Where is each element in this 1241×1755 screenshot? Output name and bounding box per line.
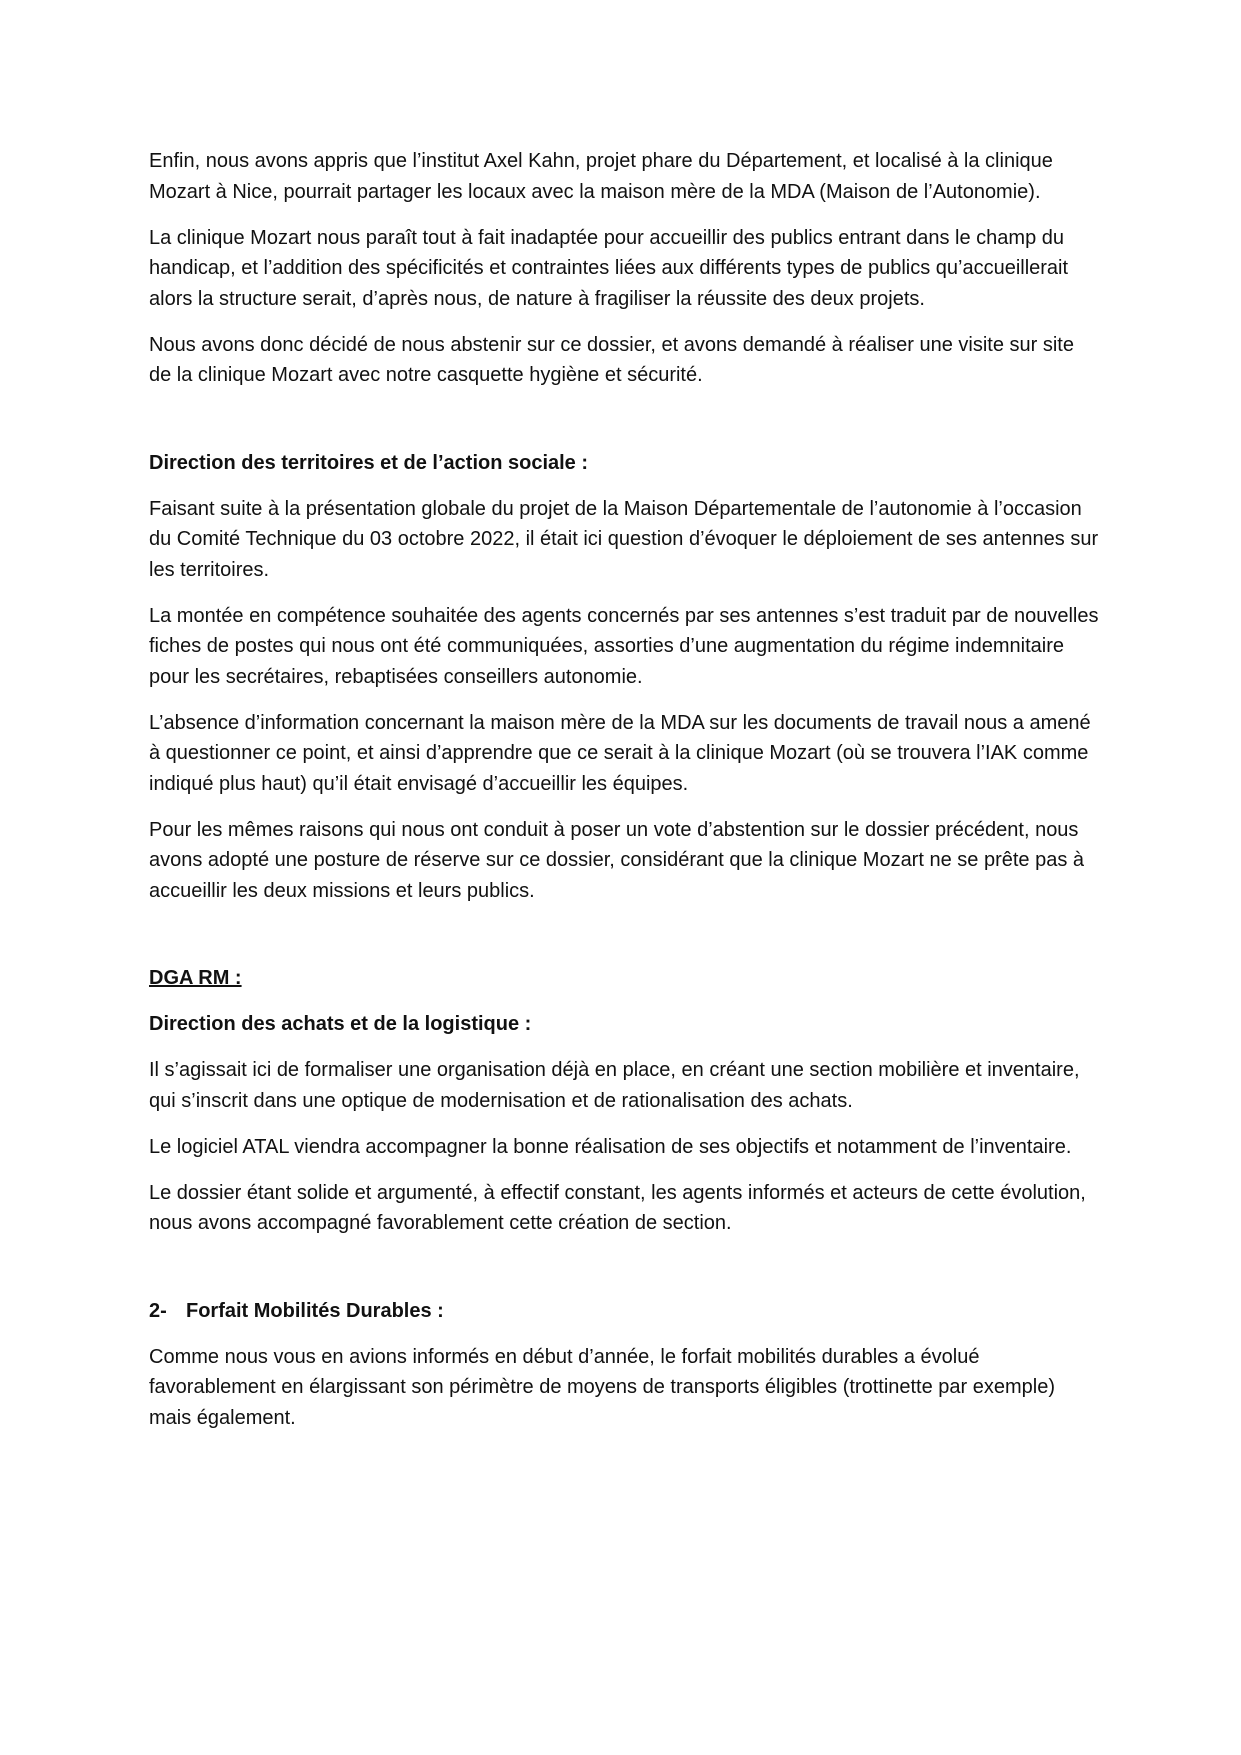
paragraph-territoires-1: Faisant suite à la présentation globale du projet de la Maison Départementale de l’autonomie à l’occasion du Comité Technique du 03 octobre 2022, il était ici question d’évoquer le déploiement de ses antennes sur les territoires.	[149, 497, 1099, 581]
section-title: Forfait Mobilités Durables :	[186, 1299, 444, 1322]
document-page	[149, 146, 1099, 1449]
paragraph-territoires-3: L’absence d’information concernant la maison mère de la MDA sur les documents de travail nous a amené à questionner ce point, et ainsi d’apprendre que ce serait à la clinique Mozart (où se trouvera l’IAK comme indiqué plus haut) qu’il était envisagé d’accueillir les équipes.	[149, 711, 1091, 795]
paragraph-intro-1: Enfin, nous avons appris que l’institut Axel Kahn, projet phare du Département, et localisé à la clinique Mozart à Nice, pourrait partager les locaux avec la maison mère de la MDA (Maison de l’Autonomie).	[149, 150, 1053, 203]
heading-territoires: Direction des territoires et de l’action sociale :	[149, 451, 589, 474]
paragraph-intro-3: Nous avons donc décidé de nous abstenir sur ce dossier, et avons demandé à réaliser une visite sur site de la clinique Mozart avec notre casquette hygiène et sécurité.	[149, 333, 1074, 386]
heading-forfait-mobilites	[149, 1296, 1099, 1327]
paragraph-dga-2: Le logiciel ATAL viendra accompagner la bonne réalisation de ses objectifs et notamment de l’inventaire.	[149, 1135, 1072, 1158]
paragraph-territoires-4: Pour les mêmes raisons qui nous ont conduit à poser un vote d’abstention sur le dossier précédent, nous avons adopté une posture de réserve sur ce dossier, considérant que la clinique Mozart ne se prête pas à accueillir les deux missions et leurs publics.	[149, 818, 1085, 902]
paragraph-dga-1: Il s’agissait ici de formaliser une organisation déjà en place, en créant une section mobilière et inventaire, qui s’inscrit dans une optique de modernisation et de rationalisation des achats.	[149, 1059, 1080, 1112]
paragraph-intro-2: La clinique Mozart nous paraît tout à fait inadaptée pour accueillir des publics entrant dans le champ du handicap, et l’addition des spécificités et contraintes liées aux différents types de publics qu’accueillerait alors la structure serait, d’après nous, de nature à fragiliser la réussite des deux projets.	[149, 226, 1069, 310]
paragraph-dga-3: Le dossier étant solide et argumenté, à effectif constant, les agents informés et acteurs de cette évolution, nous avons accompagné favorablement cette création de section.	[149, 1181, 1086, 1234]
paragraph-forfait-1: Comme nous vous en avions informés en début d’année, le forfait mobilités durables a évolué favorablement en élargissant son périmètre de moyens de transports éligibles (trottinette par exemple) mais également.	[149, 1345, 1056, 1429]
heading-achats-logistique: Direction des achats et de la logistique :	[149, 1013, 532, 1035]
paragraph-territoires-2: La montée en compétence souhaitée des agents concernés par ses antennes s’est traduit par de nouvelles fiches de postes qui nous ont été communiquées, assorties d’une augmentation du régime indemnitaire pour les secrétaires, rebaptisées conseillers autonomie.	[149, 604, 1099, 688]
section-number: 2-	[149, 1299, 167, 1322]
heading-dga-rm: DGA RM :	[149, 967, 242, 989]
